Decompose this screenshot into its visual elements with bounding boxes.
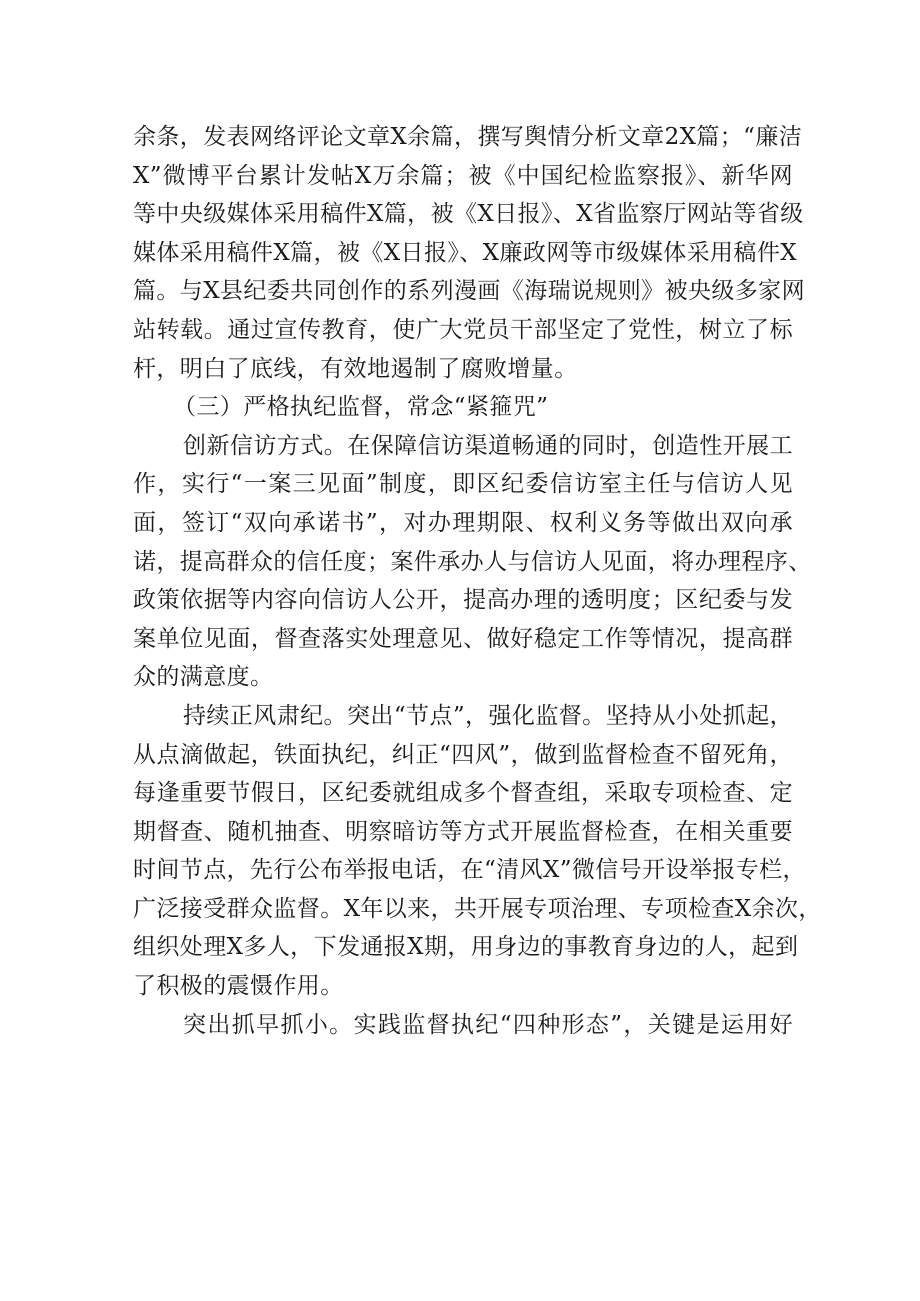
text-line: 时间节点，先行公布举报电话，在“清风X”微信号开设举报专栏，	[133, 857, 806, 884]
text-line: 案单位见面，督查落实处理意见、做好稳定工作等情况，提高群	[133, 625, 793, 652]
text-line: 从点滴做起，铁面执纪，纠正“四风”，做到监督检查不留死角，	[133, 741, 793, 768]
text-line: 杆，明白了底线，有效地遏制了腐败增量。	[133, 355, 578, 382]
document-body	[133, 118, 822, 1044]
text-line: 篇。与X县纪委共同创作的系列漫画《海瑞说规则》被央级多家网	[133, 278, 805, 305]
text-line: 诺，提高群众的信任度；案件承办人与信访人见面，将办理程序、	[133, 548, 812, 575]
text-line: 政策依据等内容向信访人公开，提高办理的透明度；区纪委与发	[133, 587, 793, 614]
text-line: 余条，发表网络评论文章X余篇，撰写舆情分析文章2X篇；“廉洁	[133, 124, 803, 150]
section-heading: （三）严格执纪监督，常念“紧箍咒”	[173, 394, 549, 421]
paragraph-first-line: 创新信访方式。在保障信访渠道畅通的同时，创造性开展工	[183, 432, 793, 459]
text-line: 作，实行“一案三见面”制度，即区纪委信访室主任与信访人见	[133, 471, 793, 498]
text-line: 等中央级媒体采用稿件X篇，被《X日报》、X省监察厅网站等省级	[133, 201, 804, 228]
text-line: 广泛接受群众监督。X年以来，共开展专项治理、专项检查X余次，	[133, 895, 822, 922]
text-line: 面，签订“双向承诺书”，对办理期限、权利义务等做出双向承	[133, 509, 793, 536]
paragraph-first-line: 突出抓早抓小。实践监督执纪“四种形态”，关键是运用好	[183, 1011, 793, 1038]
text-line: 组织处理X多人，下发通报X期，用身边的事教育身边的人，起到	[133, 934, 799, 961]
text-line: 期督查、随机抽查、明察暗访等方式开展监督检查，在相关重要	[133, 818, 793, 845]
paragraph-first-line: 持续正风肃纪。突出“节点”，强化监督。坚持从小处抓起，	[183, 702, 793, 729]
text-line: 站转载。通过宣传教育，使广大党员干部坚定了党性，树立了标	[133, 316, 793, 343]
text-line: X”微博平台累计发帖X万余篇；被《中国纪检监察报》、新华网	[133, 162, 793, 189]
text-line: 每逢重要节假日，区纪委就组成多个督查组，采取专项检查、定	[133, 780, 793, 807]
text-line: 了积极的震慑作用。	[133, 973, 344, 1000]
text-line: 众的满意度。	[133, 664, 274, 691]
text-line: 媒体采用稿件X篇，被《X日报》、X廉政网等市级媒体采用稿件X	[133, 239, 797, 266]
